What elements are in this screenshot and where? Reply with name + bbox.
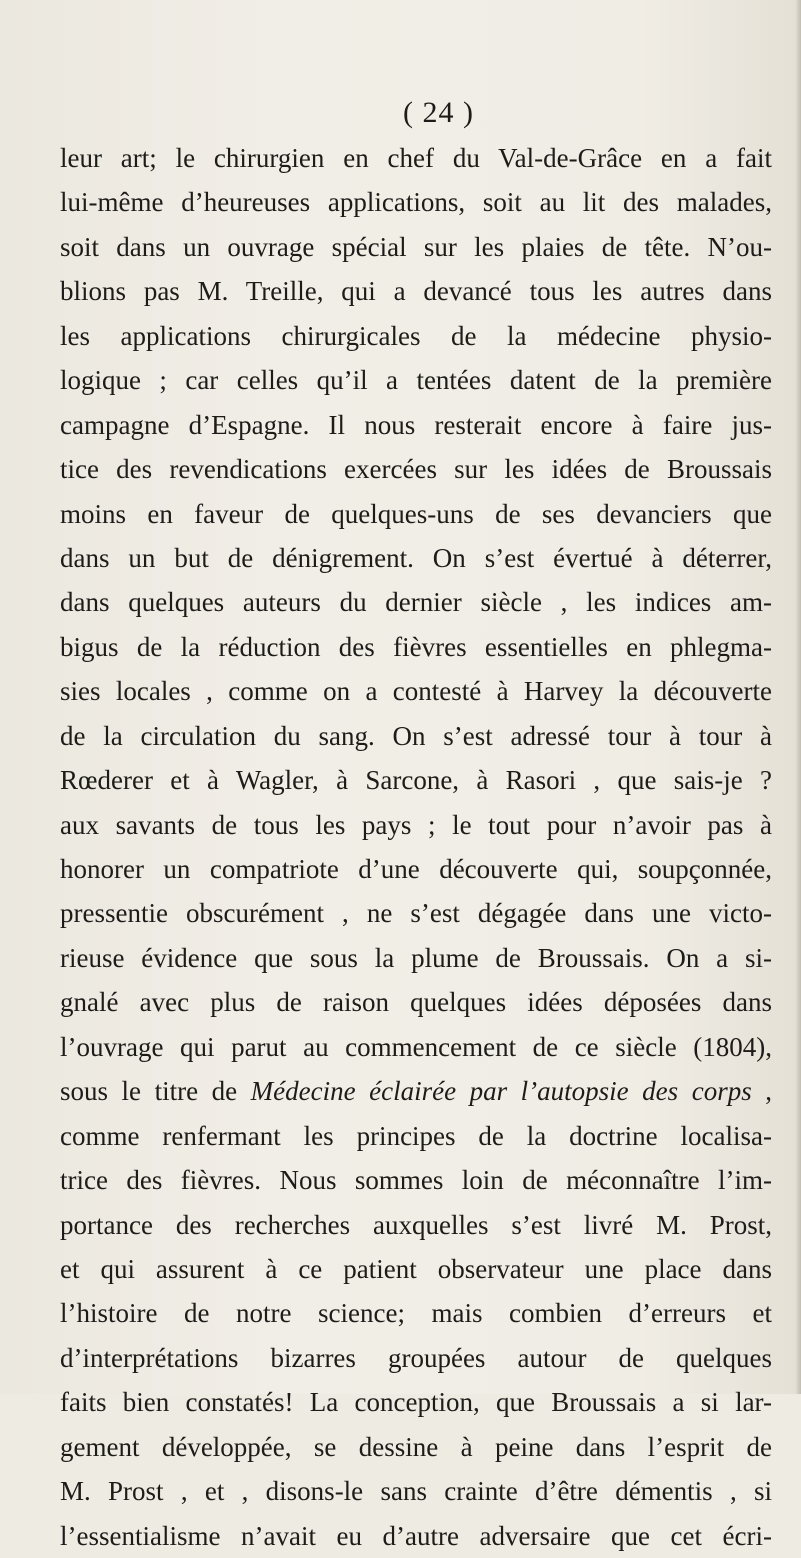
- text-line: blions pas M. Treille, qui a devancé tous les autres dans: [60, 276, 772, 307]
- text-line: tice des revendications exercées sur les idées de Broussais: [60, 454, 772, 485]
- text-line: comme renfermant les principes de la doctrine localisa-: [60, 1120, 772, 1151]
- text-line: lui-même d’heureuses applications, soit au lit des malades,: [60, 187, 772, 218]
- text-line: moins en faveur de quelques-uns de ses devanciers que: [60, 498, 772, 529]
- text-line: portance des recherches auxquelles s’est livré M. Prost,: [60, 1209, 772, 1240]
- text-line: et qui assurent à ce patient observateur une place dans: [60, 1253, 772, 1284]
- text-line: honorer un compatriote d’une découverte qui, soupçonnée,: [60, 854, 772, 884]
- text-line: Rœderer et à Wagler, à Sarcone, à Rasori , que sais-je ?: [60, 765, 772, 796]
- text-line: les applications chirurgicales de la médecine physio-: [60, 320, 772, 351]
- page-number: ( 24 ): [403, 96, 474, 129]
- page-edge-shadow: [795, 0, 801, 1394]
- text-line: dans quelques auteurs du dernier siècle , les indices am-: [60, 587, 772, 618]
- text-line: l’ouvrage qui parut au commencement de ce siècle (1804),: [60, 1031, 772, 1062]
- text-line: gement développée, se dessine à peine dans l’esprit de: [60, 1431, 772, 1462]
- text-line: l’essentialisme n’avait eu d’autre adversaire que cet écri-: [60, 1520, 772, 1551]
- title-intro: sous le titre de: [60, 1076, 251, 1107]
- text-line: soit dans un ouvrage spécial sur les plaies de tête. N’ou-: [60, 231, 772, 262]
- text-line: M. Prost , et , disons-le sans crainte d’être démentis , si: [60, 1476, 772, 1507]
- text-line: sies locales , comme on a contesté à Harvey la découverte: [60, 676, 772, 707]
- text-line: pressentie obscurément , ne s’est dégagée dans une victo-: [60, 898, 772, 929]
- book-title: Médecine éclairée par l’autopsie des corps: [250, 1076, 752, 1107]
- text-line: dans un but de dénigrement. On s’est évertué à déterrer,: [60, 542, 772, 573]
- title-trailing-comma: ,: [751, 1076, 773, 1107]
- text-line: aux savants de tous les pays ; le tout pour n’avoir pas à: [60, 809, 772, 840]
- text-line: faits bien constatés! La conception, que Broussais a si lar-: [60, 1387, 772, 1418]
- text-line: l’histoire de notre science; mais combien d’erreurs et: [60, 1298, 772, 1329]
- text-line: leur art; le chirurgien en chef du Val-de-Grâce en a fait: [60, 143, 772, 173]
- text-line: d’interprétations bizarres groupées autour de quelques: [60, 1342, 772, 1373]
- text-line: bigus de la réduction des fièvres essentielles en phlegma-: [60, 631, 772, 662]
- text-line-with-title: [60, 1069, 772, 1113]
- text-line: campagne d’Espagne. Il nous resterait encore à faire jus-: [60, 409, 772, 440]
- text-line: trice des fièvres. Nous sommes loin de méconnaître l’im-: [60, 1165, 772, 1196]
- text-line: gnalé avec plus de raison quelques idées déposées dans: [60, 987, 772, 1018]
- text-line: rieuse évidence que sous la plume de Broussais. On a si-: [60, 942, 772, 973]
- text-line: de la circulation du sang. On s’est adressé tour à tour à: [60, 720, 772, 751]
- text-line: logique ; car celles qu’il a tentées datent de la première: [60, 365, 772, 396]
- body-text: [60, 136, 772, 1558]
